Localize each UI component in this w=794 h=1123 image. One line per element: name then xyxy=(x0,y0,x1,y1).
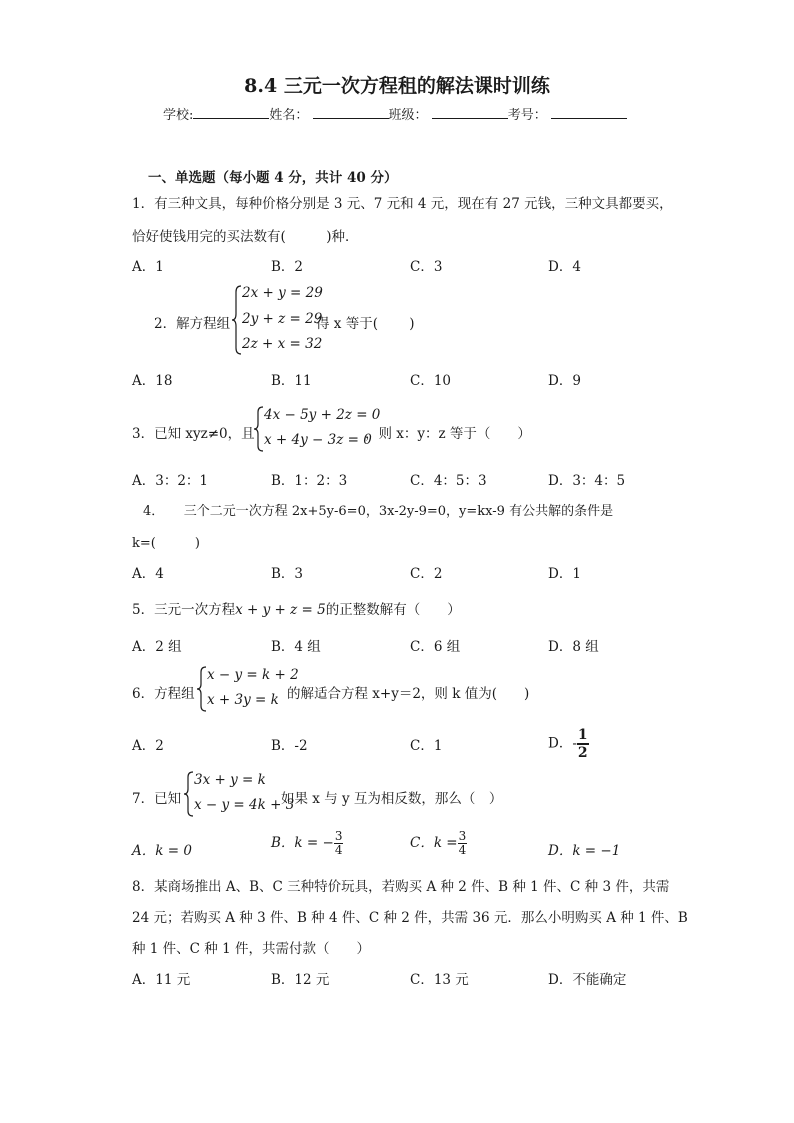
q7-option-c-fraction: $\frac{3}{4}$ xyxy=(458,829,467,857)
q5-option-c[interactable]: C．6 组 xyxy=(410,639,461,655)
q2-eq3: 2z + x = 32 xyxy=(242,336,323,352)
q4-option-d[interactable]: D．1 xyxy=(548,566,581,582)
q4-option-c[interactable]: C．2 xyxy=(410,566,443,582)
q5-equation: x + y + z = 5 xyxy=(235,602,326,618)
q2-option-c[interactable]: C．10 xyxy=(410,373,452,389)
q7-option-c[interactable] xyxy=(410,830,467,857)
q8-line1: 8．某商场推出 A、B、C 三种特价玩具，若购买 A 种 2 件、B 种 1 件、C 种 3 件，共需 xyxy=(132,879,670,895)
q6-option-b[interactable]: B．-2 xyxy=(271,738,308,754)
student-info-line xyxy=(163,104,627,123)
q7-option-a-label: A．k = 0 xyxy=(132,843,192,859)
brace-icon xyxy=(184,770,194,818)
q2-eq2: 2y + z = 29 xyxy=(242,311,323,327)
q7-option-d-label: D．k = −1 xyxy=(548,843,621,859)
q2-prefix: 2．解方程组 xyxy=(154,316,231,332)
q5-line xyxy=(132,598,461,618)
q3-option-a[interactable]: A．3：2：1 xyxy=(132,473,209,489)
exam-no-blank[interactable] xyxy=(551,106,627,119)
q6-option-d-fraction: $\frac{1}{2}$ xyxy=(577,727,588,761)
q5-option-b[interactable]: B．4 组 xyxy=(271,639,321,655)
q1-option-d[interactable]: D．4 xyxy=(548,259,581,275)
name-label: 姓名： xyxy=(269,108,309,123)
q8-line2: 24 元；若购买 A 种 3 件、B 种 4 件、C 种 2 件，共需 36 元．那么小明购买 A 种 1 件、B xyxy=(132,910,688,926)
q7-option-b-label: B．k = − xyxy=(271,835,334,851)
class-blank[interactable] xyxy=(432,106,508,119)
q2-equation-system xyxy=(232,284,322,356)
brace-icon xyxy=(254,405,264,453)
q5-option-a[interactable]: A．2 组 xyxy=(132,639,182,655)
q6-option-d-label: D．- xyxy=(548,735,577,752)
q7-suffix: 如果 x 与 y 互为相反数，那么（ ） xyxy=(281,791,503,807)
q7-eq2: x − y = 4k + 3 xyxy=(194,797,295,813)
q6-option-d[interactable] xyxy=(548,727,589,761)
q3-option-b[interactable]: B．1：2：3 xyxy=(271,473,348,489)
q6-eq1: x − y = k + 2 xyxy=(207,667,299,683)
q4-line2: k=( ) xyxy=(132,536,200,551)
q7-prefix: 7．已知 xyxy=(132,791,182,807)
q6-option-a[interactable]: A．2 xyxy=(132,738,164,754)
page-title: 8.4 三元一次方程租的解法课时训练 xyxy=(244,75,550,97)
q7-eq1: 3x + y = k xyxy=(194,772,266,788)
q8-option-b[interactable]: B．12 元 xyxy=(271,972,330,988)
school-label: 学校: xyxy=(163,108,194,123)
class-label: 班级： xyxy=(388,108,428,123)
brace-icon xyxy=(232,284,242,356)
q3-option-d[interactable]: D．3：4：5 xyxy=(548,473,626,489)
q7-option-c-label: C．k = xyxy=(410,835,458,851)
q5-suffix: 的正整数解有（ ） xyxy=(325,602,461,618)
q2-option-d[interactable]: D．9 xyxy=(548,373,581,389)
q7-equation-system xyxy=(184,770,295,818)
q6-prefix: 6．方程组 xyxy=(132,686,195,702)
q3-eq2: x + 4y − 3z = 0 xyxy=(264,432,372,448)
q2-suffix: 得 x 等于( ) xyxy=(316,316,415,332)
q2-eq1: 2x + y = 29 xyxy=(242,285,323,301)
q3-equation-system xyxy=(254,405,381,453)
q7-option-b[interactable] xyxy=(271,830,343,857)
q6-eq2: x + 3y = k xyxy=(207,692,279,708)
q8-line3: 种 1 件、C 种 1 件，共需付款（ ） xyxy=(132,941,370,957)
q8-option-c[interactable]: C．13 元 xyxy=(410,972,469,988)
q1-option-b[interactable]: B．2 xyxy=(271,259,304,275)
school-blank[interactable] xyxy=(193,106,269,119)
name-blank[interactable] xyxy=(313,106,389,119)
q6-suffix: 的解适合方程 x+y＝2，则 k 值为( ) xyxy=(287,686,530,702)
q1-option-a[interactable]: A．1 xyxy=(132,259,164,275)
q4-line1: 4． 三个二元一次方程 2x+5y-6=0，3x-2y-9=0，y=kx-9 有公共解的条件是 xyxy=(143,504,614,519)
section-heading: 一、单选题（每小题 4 分，共计 40 分） xyxy=(148,170,398,186)
q5-prefix: 5．三元一次方程 xyxy=(132,602,236,618)
q5-option-d[interactable]: D．8 组 xyxy=(548,639,599,655)
q6-option-c[interactable]: C．1 xyxy=(410,738,443,754)
q1-option-c[interactable]: C．3 xyxy=(410,259,443,275)
q3-option-c[interactable]: C．4：5：3 xyxy=(410,473,487,489)
q3-eq1: 4x − 5y + 2z = 0 xyxy=(264,407,381,423)
q2-option-b[interactable]: B．11 xyxy=(271,373,312,389)
brace-icon xyxy=(197,665,207,713)
q8-option-a[interactable]: A．11 元 xyxy=(132,972,191,988)
q3-prefix: 3．已知 xyz≠0，且 xyxy=(132,426,255,442)
q2-option-a[interactable]: A．18 xyxy=(132,373,173,389)
exam-no-label: 考号： xyxy=(507,108,547,123)
q7-option-d[interactable] xyxy=(548,839,620,859)
q8-option-d[interactable]: D．不能确定 xyxy=(548,972,627,988)
q7-option-a[interactable] xyxy=(132,839,192,859)
q4-option-a[interactable]: A．4 xyxy=(132,566,164,582)
q7-option-b-fraction: $\frac{3}{4}$ xyxy=(334,829,343,857)
q1-line1: 1．有三种文具，每种价格分别是 3 元、7 元和 4 元，现在有 27 元钱，三种文具都要买， xyxy=(132,196,673,212)
q6-equation-system xyxy=(197,665,297,713)
q3-suffix: ，则 x：y：z 等于（ ） xyxy=(365,426,531,442)
q4-option-b[interactable]: B．3 xyxy=(271,566,304,582)
q1-line2: 恰好使钱用完的买法数有( )种． xyxy=(132,229,359,245)
